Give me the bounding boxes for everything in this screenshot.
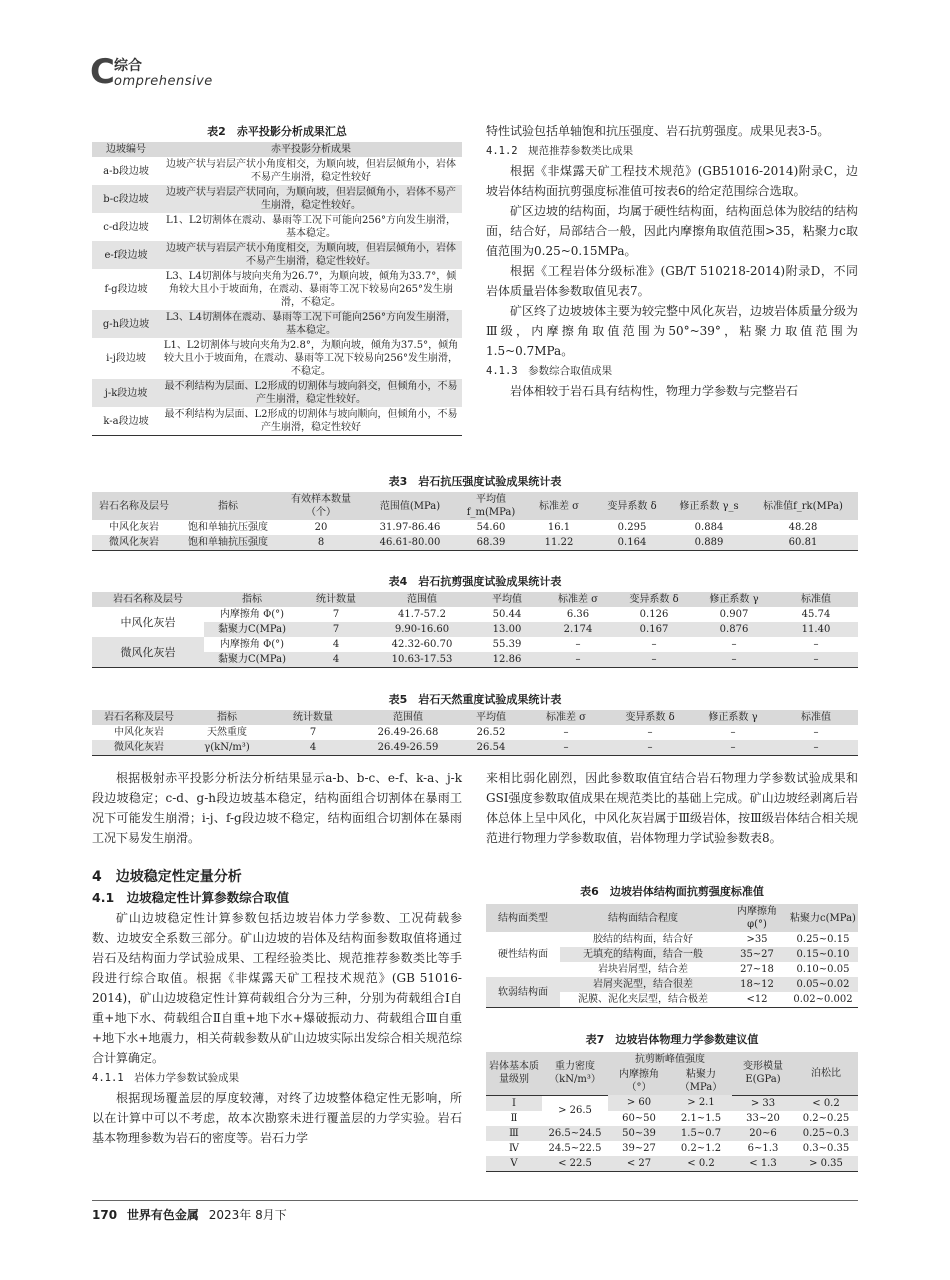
table7-caption: 表7 边坡岩体物理力学参数建议值 (585, 1033, 759, 1046)
t3-cell: 31.97-86.46 (379, 522, 441, 533)
table-row (92, 269, 462, 310)
t4-header: 修正系数 γ (694, 592, 774, 607)
t2-cell: L3、L4切割体在震动、暴雨等工况下可能向256°方向发生崩滑，基本稳定。 (160, 310, 462, 338)
t5-cell: γ(kN/m³) (186, 740, 268, 756)
t6-cell: <12 (726, 992, 788, 1008)
table5-block (92, 692, 858, 756)
t4-header: 标准值 (774, 592, 858, 607)
t5-header: 标准值 (774, 710, 858, 725)
t6-group-name: 软弱结构面 (486, 977, 560, 1008)
t6-cell: 27~18 (740, 964, 774, 975)
table-row (92, 520, 858, 535)
journal-name: 世界有色金属 (126, 1208, 199, 1222)
table-row (486, 1095, 858, 1111)
table-row (92, 652, 858, 668)
t7-cell: Ⅰ (486, 1095, 542, 1111)
table-row (486, 1141, 858, 1156)
t2-cell: L1、L2切割体与坡向夹角为2.8°，为顺向坡，倾角为37.5°，倾角较大且小于坡面角，在震动、暴雨等工况下较易向256°发生崩滑，不稳定。 (163, 340, 459, 377)
t4-cell: 6.36 (566, 609, 590, 620)
table-row (486, 1126, 858, 1141)
t2-cell: f-g段边坡 (104, 284, 148, 295)
paragraph: 根据《工程岩体分级标准》(GB/T 510218-2014)附录D，不同岩体质量岩体参数取值见表7。 (486, 264, 858, 298)
t7-cell: 24.5~22.5 (548, 1142, 602, 1154)
t7-cell: 60~50 (622, 1112, 656, 1124)
t5-header: 变异系数 δ (608, 710, 692, 725)
table2-caption: 表2 赤平投影分析成果汇总 (207, 125, 347, 138)
t5-header: 指标 (186, 710, 268, 725)
header-title-en: omprehensive (114, 74, 213, 89)
table-row (92, 185, 462, 213)
t7-cell: 6~1.3 (747, 1142, 779, 1154)
t5-cell: 微风化灰岩 (92, 740, 186, 756)
t3-header: 范围值(MPa) (362, 492, 458, 520)
table3-block (92, 474, 858, 551)
t4-header: 指标 (204, 592, 300, 607)
t3-header: 岩石名称及层号 (92, 492, 176, 520)
table-row (92, 407, 462, 436)
t4-cell: – (774, 652, 858, 668)
t3-cell: 0.889 (670, 535, 748, 551)
t3-header: 变异系数 δ (594, 492, 670, 520)
t3-header: 修正系数 γ_s (670, 492, 748, 520)
t4-cell: – (575, 639, 581, 650)
t7-cell: 0.2~0.25 (802, 1112, 850, 1124)
t3-cell: 微风化灰岩 (92, 535, 176, 551)
page-number: 170 (92, 1208, 118, 1222)
t5-cell: – (647, 727, 653, 738)
t4-cell: – (813, 639, 819, 650)
t6-cell: 0.15~0.10 (788, 947, 858, 962)
t3-cell: 中风化灰岩 (109, 522, 159, 533)
t4-header: 统计数量 (300, 592, 372, 607)
t7-cell: 0.2~1.2 (680, 1142, 722, 1154)
t5-cell: 天然重度 (207, 727, 247, 738)
t4-cell: 0.167 (614, 622, 694, 637)
t7-cell: Ⅲ (486, 1126, 542, 1141)
t2-cell: g-h段边坡 (92, 310, 160, 338)
t2-header: 赤平投影分析成果 (160, 142, 462, 157)
paragraph: 特性试验包括单轴饱和抗压强度、岩石抗剪强度。成果见表3-5。 (486, 124, 830, 138)
t6-cell: 18~12 (726, 977, 788, 992)
paragraph: 根据《非煤露天矿工程技术规范》(GB51016-2014)附录C，边坡岩体结构面抗剪强度标准值可按表6的给定范围综合选取。 (486, 164, 858, 198)
t3-cell: 0.295 (617, 522, 647, 533)
table-row (92, 338, 462, 379)
t6-cell: 0.02~0.002 (788, 992, 858, 1008)
paragraph: 根据现场覆盖层的厚度较薄，对终了边坡整体稳定性无影响，所以在计算中可以不考虑，故本次勘察未进行覆盖层的力学实验。岩石基本物理参数为岩石的密度等。岩石力学 (92, 1091, 462, 1145)
header-title-cn: 综合 (114, 58, 142, 74)
section-heading-4: 4 边坡稳定性定量分析 (92, 869, 242, 885)
subsection-heading-4-1-1: 4.1.1 岩体力学参数试验成果 (92, 1072, 240, 1084)
t6-group-name: 硬性结构面 (498, 949, 548, 960)
t5-cell: – (563, 727, 569, 738)
journal-header (90, 52, 290, 92)
t7-header: 粘聚力（MPa） (670, 1067, 732, 1095)
section4 (92, 866, 462, 1148)
t4-cell: 黏聚力C(MPa) (204, 622, 300, 637)
t4-cell: – (694, 652, 774, 668)
t7-cell: 26.5~24.5 (542, 1126, 608, 1141)
t2-cell: 最不利结构为层面、L2形成的切割体与坡向顺向，但倾角小，不易产生崩滑，稳定性较好 (160, 407, 462, 436)
t7-cell: < 22.5 (542, 1156, 608, 1172)
t7-cell: > 60 (608, 1095, 670, 1111)
t6-cell: 0.05~0.02 (788, 977, 858, 992)
paragraph: 矿山边坡稳定性计算参数包括边坡岩体力学参数、工况荷载参数、边坡安全系数三部分。矿山边坡的岩体及结构面参数取值将通过岩石及结构面力学试验成果、工程经验类比、规范推荐参数类比等手段进行综合取值。根据《非煤露天矿工程技术规范》(GB 51016-2014)，矿山边坡稳定性计算荷载组合分为三种，分别为荷载组合Ⅰ自重+地下水、荷载组合Ⅱ自重+地下水+爆破振动力、荷载组合Ⅲ自重+地下水+地震力，相关荷载参数从矿山边坡实际出发综合相关规范综合计算确定。 (92, 911, 462, 1065)
table-row (92, 157, 462, 185)
t6-cell: 无填充的结构面，结合一般 (560, 947, 726, 962)
t4-cell: 42.32-60.70 (391, 639, 453, 650)
t7-cell: Ⅳ (509, 1142, 519, 1154)
t7-cell: 1.5~0.7 (670, 1126, 732, 1141)
table-row (92, 379, 462, 407)
t6-cell: 泥膜、泥化夹层型，结合极差 (560, 992, 726, 1008)
t6-cell: 0.25~0.15 (796, 934, 850, 945)
table-row (486, 932, 858, 947)
t5-cell: – (730, 727, 736, 738)
t4-cell: 12.86 (472, 652, 542, 668)
t2-cell: e-f段边坡 (92, 241, 160, 269)
t4-cell: 7 (300, 622, 372, 637)
subsection-heading-4-1-3: 4.1.3 参数综合取值成果 (486, 365, 613, 377)
table5-caption: 表5 岩石天然重度试验成果统计表 (388, 693, 562, 706)
table-row (92, 607, 858, 622)
t5-header: 标准差 σ (524, 710, 608, 725)
t5-cell: – (524, 740, 608, 756)
t6-header: 内摩擦角φ(°) (726, 904, 788, 932)
t4-cell: 9.90-16.60 (372, 622, 472, 637)
t7-cell: > 0.35 (794, 1156, 858, 1172)
t7-cell: Ⅱ (510, 1112, 518, 1124)
table-row (92, 241, 462, 269)
paragraph: 矿区边坡的结构面，均属于硬性结构面，结构面总体为胶结的结构面，结合好，局部结合一般，因此内摩擦角取值范围>35，粘聚力c取值范围为0.25~0.15MPa。 (486, 204, 859, 258)
t7-cell: 0.25~0.3 (794, 1126, 858, 1141)
t3-cell: 68.39 (458, 535, 524, 551)
t2-cell: j-k段边坡 (92, 379, 160, 407)
table-row (486, 1111, 858, 1126)
table-row (92, 637, 858, 652)
t2-cell: i-j段边坡 (106, 353, 146, 364)
t5-header: 修正系数 γ (692, 710, 774, 725)
t4-header: 标准差 σ (542, 592, 614, 607)
t3-cell: 饱和单轴抗压强度 (176, 535, 280, 551)
t6-cell: 岩块岩屑型，结合差 (598, 964, 688, 975)
t5-cell: 4 (268, 740, 358, 756)
t3-cell: 48.28 (788, 522, 818, 533)
footer-rule (92, 1200, 858, 1201)
table3 (92, 492, 858, 551)
t2-cell: 边坡产状与岩层产状小角度相交，为顺向坡，但岩层倾角小，岩体不易产生崩滑，稳定性较好 (166, 159, 456, 183)
table4-caption: 表4 岩石抗剪强度试验成果统计表 (388, 575, 562, 588)
t3-cell: 60.81 (748, 535, 858, 551)
t3-header: 有效样本数量（个） (280, 492, 362, 520)
t3-cell: 20 (314, 522, 328, 533)
t2-cell: L1、L2切割体在震动、暴雨等工况下可能向256°方向发生崩滑，基本稳定。 (165, 215, 457, 239)
t2-cell: a-b段边坡 (103, 165, 149, 177)
t3-cell: 0.884 (694, 522, 724, 533)
t5-cell: 26.49-26.68 (377, 727, 439, 738)
table-row (486, 1156, 858, 1172)
issue-date: 2023年 8月下 (208, 1208, 287, 1222)
t7-cell: 33~20 (746, 1112, 780, 1124)
t5-header: 统计数量 (268, 710, 358, 725)
t5-cell: 26.54 (458, 740, 524, 756)
t7-header: 变形模量E(GPa) (732, 1052, 794, 1095)
t4-cell: 黏聚力C(MPa) (204, 652, 300, 668)
t7-header: 内摩擦角（°） (608, 1067, 670, 1095)
t2-cell: 最不利结构为层面、L2形成的切割体与坡向斜交，但倾角小，不易产生崩滑，稳定性较好。 (160, 379, 462, 407)
t4-cell: 41.7-57.2 (398, 609, 446, 620)
t3-header: 标准差 σ (524, 492, 594, 520)
table2 (92, 142, 462, 436)
table3-caption: 表3 岩石抗压强度试验成果统计表 (388, 475, 562, 488)
t7-cell: 2.1~1.5 (680, 1112, 722, 1124)
t2-cell: 边坡产状与岩层产状同向，为顺向坡，但岩层倾角小，岩体不易产生崩滑，稳定性较好。 (160, 185, 462, 213)
table-row (92, 535, 858, 551)
t4-cell: 0.907 (719, 609, 749, 620)
t4-cell: 0.126 (639, 609, 669, 620)
t6-cell: 胶结的结构面，结合好 (593, 934, 693, 945)
t7-cell: 50~39 (608, 1126, 670, 1141)
t7-cell: < 1.3 (732, 1156, 794, 1172)
t4-cell: – (651, 639, 657, 650)
table4-block (92, 574, 858, 668)
t4-header: 岩石名称及层号 (92, 592, 204, 607)
t3-cell: 54.60 (476, 522, 506, 533)
mid-right-text (486, 768, 858, 848)
t5-cell: 7 (309, 727, 317, 738)
t2-header: 边坡编号 (92, 142, 160, 157)
section-heading-4-1: 4.1 边坡稳定性计算参数综合取值 (92, 890, 290, 905)
t7-cell: > 2.1 (670, 1095, 732, 1111)
t3-cell: 16.1 (547, 522, 571, 533)
t5-cell: – (608, 740, 692, 756)
t6-cell: 35~27 (726, 947, 788, 962)
t5-cell: – (692, 740, 774, 756)
right-column-top (486, 121, 858, 401)
paragraph: 根据极射赤平投影分析法分析结果显示a-b、b-c、e-f、k-a、j-k段边坡稳定；c-d、g-h段边坡基本稳定，结构面组合切割体在暴雨工况下可能发生崩滑；i-j、f-g段边坡不稳定，结构面组合切割体在暴雨工况下易发生崩滑。 (92, 771, 462, 845)
t4-cell: – (542, 652, 614, 668)
table6-caption: 表6 边坡岩体结构面抗剪强度标准值 (580, 885, 764, 898)
t6-cell: >35 (746, 934, 768, 945)
t6-header: 结构面结合程度 (560, 904, 726, 932)
t3-cell: 46.61-80.00 (362, 535, 458, 551)
t7-cell: < 0.2 (794, 1095, 858, 1111)
paragraph: 来相比弱化剧烈，因此参数取值宜结合岩石物理力学参数试验成果和GSI强度参数取值成果在规范类比的基础上完成。矿山边坡经剥离后岩体总体上呈中风化，中风化灰岩属于Ⅲ级岩体，按Ⅲ级岩体结合相关规范进行物理力学参数取值，岩体物理力学试验参数表8。 (486, 771, 858, 845)
t4-cell: 45.74 (801, 609, 831, 620)
table-row (486, 977, 858, 992)
t4-cell: 13.00 (472, 622, 542, 637)
table6 (486, 904, 858, 1008)
t4-cell: 4 (332, 639, 340, 650)
t3-cell: 8 (280, 535, 362, 551)
table-row (92, 213, 462, 241)
table4 (92, 592, 858, 668)
t4-header: 变异系数 δ (614, 592, 694, 607)
t4-cell: 55.39 (492, 639, 522, 650)
t5-header: 范围值 (358, 710, 458, 725)
t7-cell: > 26.5 (542, 1095, 608, 1126)
t7-header: 泊松比 (794, 1052, 858, 1095)
t7-cell: 39~27 (622, 1142, 656, 1154)
t7-cell: < 0.2 (670, 1156, 732, 1172)
footer (92, 1206, 492, 1224)
table5 (92, 710, 858, 756)
t2-cell: L3、L4切割体与坡向夹角为26.7°，为顺向坡，倾角为33.7°，倾角较大且小于坡面角，在震动、暴雨等工况下较易向265°发生崩滑，不稳定。 (165, 271, 457, 308)
t5-cell: – (774, 740, 858, 756)
t5-cell: – (813, 727, 819, 738)
t3-header: 平均值f_m(MPa) (458, 492, 524, 520)
t4-header: 平均值 (472, 592, 542, 607)
t3-cell: 11.22 (524, 535, 594, 551)
t4-cell: – (731, 639, 737, 650)
paragraph: 岩体相较于岩石具有结构性，物理力学参数与完整岩石 (510, 384, 799, 398)
header-logo-c: C (90, 52, 115, 92)
t7-cell: Ⅴ (486, 1156, 542, 1172)
t2-cell: c-d段边坡 (103, 221, 149, 233)
t4-cell: 7 (332, 609, 340, 620)
t6-header: 结构面类型 (486, 904, 560, 932)
t3-cell: 0.164 (594, 535, 670, 551)
t4-cell: 0.876 (694, 622, 774, 637)
table6-block (486, 884, 858, 1008)
table7 (486, 1052, 858, 1172)
paragraph: 矿区终了边坡坡体主要为较完整中风化灰岩，边坡岩体质量分级为Ⅲ级，内摩擦角取值范围为50°~39°，粘聚力取值范围为1.5~0.7MPa。 (486, 304, 859, 358)
t4-cell: 11.40 (774, 622, 858, 637)
t3-header: 标准值f_rk(MPa) (748, 492, 858, 520)
table-row (92, 622, 858, 637)
t7-cell: > 33 (732, 1095, 794, 1111)
subsection-heading-4-1-2: 4.1.2 规范推荐参数类比成果 (486, 145, 634, 157)
t7-header: 抗剪断峰值强度 (608, 1052, 732, 1067)
t7-cell: < 27 (608, 1156, 670, 1172)
t7-cell: 0.3~0.35 (802, 1142, 850, 1154)
t5-cell: 中风化灰岩 (114, 727, 164, 738)
t4-cell: 10.63-17.53 (372, 652, 472, 668)
t4-cell: 内摩擦角 Φ(°) (219, 639, 285, 650)
t5-cell: 26.52 (476, 727, 506, 738)
t3-cell: 饱和单轴抗压强度 (188, 522, 268, 533)
t4-cell: – (614, 652, 694, 668)
mid-left-text (92, 768, 462, 848)
t4-header: 范围值 (372, 592, 472, 607)
t2-cell: b-c段边坡 (92, 185, 160, 213)
t6-cell: 0.10~0.05 (796, 964, 850, 975)
t4-cell: 50.44 (492, 609, 522, 620)
table-row (92, 310, 462, 338)
t7-cell: 20~6 (732, 1126, 794, 1141)
table-row (92, 725, 858, 740)
t2-cell: 边坡产状与岩层产状小角度相交，为顺向坡，但岩层倾角小，岩体不易产生崩滑，稳定性较好。 (160, 241, 462, 269)
t7-header: 重力密度（kN/m³） (542, 1052, 608, 1095)
t5-header: 岩石名称及层号 (92, 710, 186, 725)
t4-group-name: 微风化灰岩 (92, 637, 204, 668)
table7-block (486, 1032, 858, 1172)
table2-block (92, 124, 462, 436)
t6-cell: 岩屑夹泥型，结合很差 (560, 977, 726, 992)
t6-header: 粘聚力c(MPa) (788, 904, 858, 932)
t5-header: 平均值 (458, 710, 524, 725)
t4-group-name: 中风化灰岩 (120, 615, 176, 629)
t5-cell: 26.49-26.59 (358, 740, 458, 756)
table-row (92, 740, 858, 756)
t4-cell: 内摩擦角 Φ(°) (219, 609, 285, 620)
t4-cell: 2.174 (542, 622, 614, 637)
t3-header: 指标 (176, 492, 280, 520)
t7-header: 岩体基本质量级别 (486, 1052, 542, 1095)
t4-cell: 4 (300, 652, 372, 668)
t2-cell: k-a段边坡 (92, 407, 160, 436)
